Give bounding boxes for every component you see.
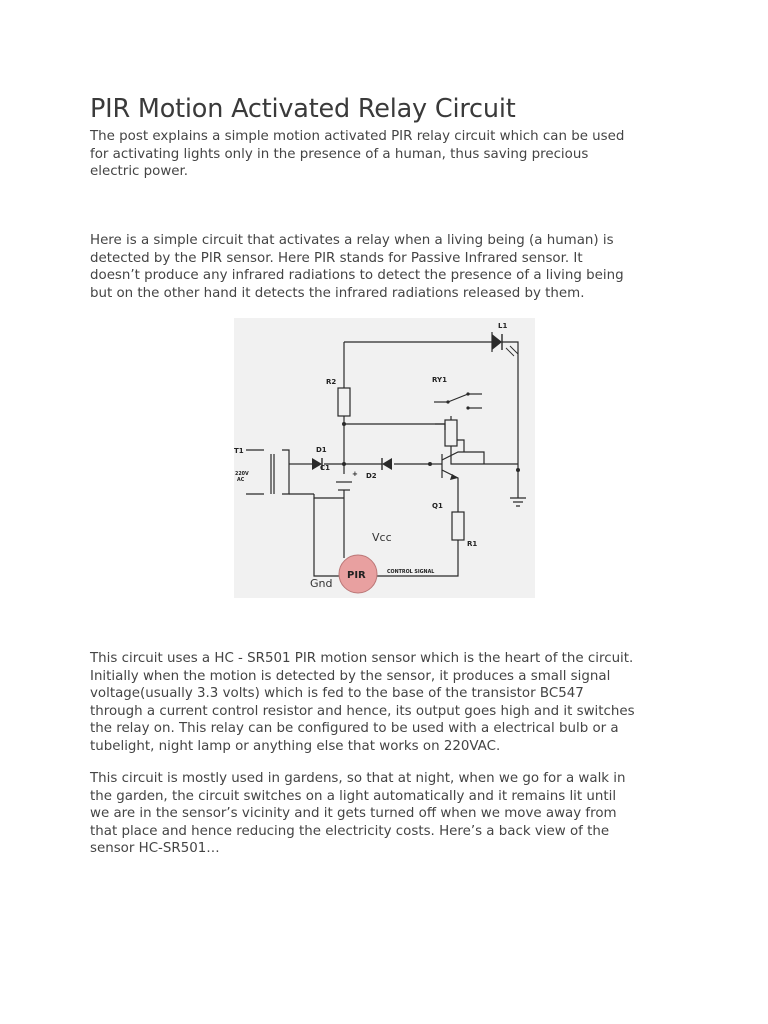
page-title: PIR Motion Activated Relay Circuit [90, 94, 516, 124]
paragraph-line: detected by the PIR sensor. Here PIR stands for Passive Infrared sensor. It [90, 250, 583, 266]
paragraph-line: This circuit is mostly used in gardens, so that at night, when we go for a walk in [90, 771, 626, 786]
paragraph-line: Here is a simple circuit that activates a relay when a living being (a human) is [90, 233, 614, 248]
label-vcc: Vcc [372, 531, 392, 544]
paragraph-line: doesn’t produce any infrared radiations to detect the presence of a living being [90, 268, 624, 284]
paragraph-line: the garden, the circuit switches on a light automatically and it remains lit until [90, 788, 617, 804]
paragraph-line: This circuit uses a HC - SR501 PIR motion sensor which is the heart of the circuit. [90, 651, 634, 666]
paragraph-line: that place and hence reducing the electricity costs. Here’s a back view of the [90, 823, 610, 839]
label-r1: R1 [467, 540, 478, 548]
schematic-drawing [234, 318, 535, 598]
label-ac-voltage: 220V [235, 472, 249, 477]
intro-line: electric power. [90, 164, 189, 180]
operation-paragraph [90, 650, 635, 756]
usage-paragraph [90, 770, 626, 858]
paragraph-line: through a current control resistor and hence, its output goes high and it switches [90, 703, 635, 719]
label-r2: R2 [326, 378, 337, 386]
label-c1: C1 [320, 464, 331, 472]
label-l1: L1 [498, 322, 508, 330]
label-ry1: RY1 [432, 376, 447, 384]
label-t1: T1 [234, 447, 244, 455]
intro-line: The post explains a simple motion activated PIR relay circuit which can be used [90, 129, 625, 144]
label-d1: D1 [316, 446, 327, 454]
intro-line: for activating lights only in the presence of a human, thus saving precious [90, 146, 589, 162]
paragraph-line: sensor HC-SR501… [90, 841, 220, 857]
label-d2: D2 [366, 472, 377, 480]
label-pir: PIR [347, 570, 366, 581]
label-control-signal: CONTROL SIGNAL [387, 570, 435, 575]
label-ac: AC [237, 478, 245, 483]
circuit-schematic [234, 318, 535, 598]
paragraph-line: but on the other hand it detects the infrared radiations released by them. [90, 285, 585, 301]
pir-description-paragraph [90, 232, 624, 302]
paragraph-line: Initially when the motion is detected by the sensor, it produces a small signal [90, 668, 611, 684]
paragraph-line: voltage(usually 3.3 volts) which is fed to the base of the transistor BC547 [90, 686, 584, 702]
paragraph-line: the relay on. This relay can be configured to be used with a electrical bulb or a [90, 721, 619, 737]
paragraph-line: we are in the sensor’s vicinity and it gets turned off when we move away from [90, 806, 617, 822]
label-gnd: Gnd [310, 577, 333, 590]
intro-paragraph [90, 128, 624, 181]
label-q1: Q1 [432, 502, 443, 510]
paragraph-line: tubelight, night lamp or anything else that works on 220VAC. [90, 738, 501, 754]
label-plus: + [352, 470, 358, 478]
